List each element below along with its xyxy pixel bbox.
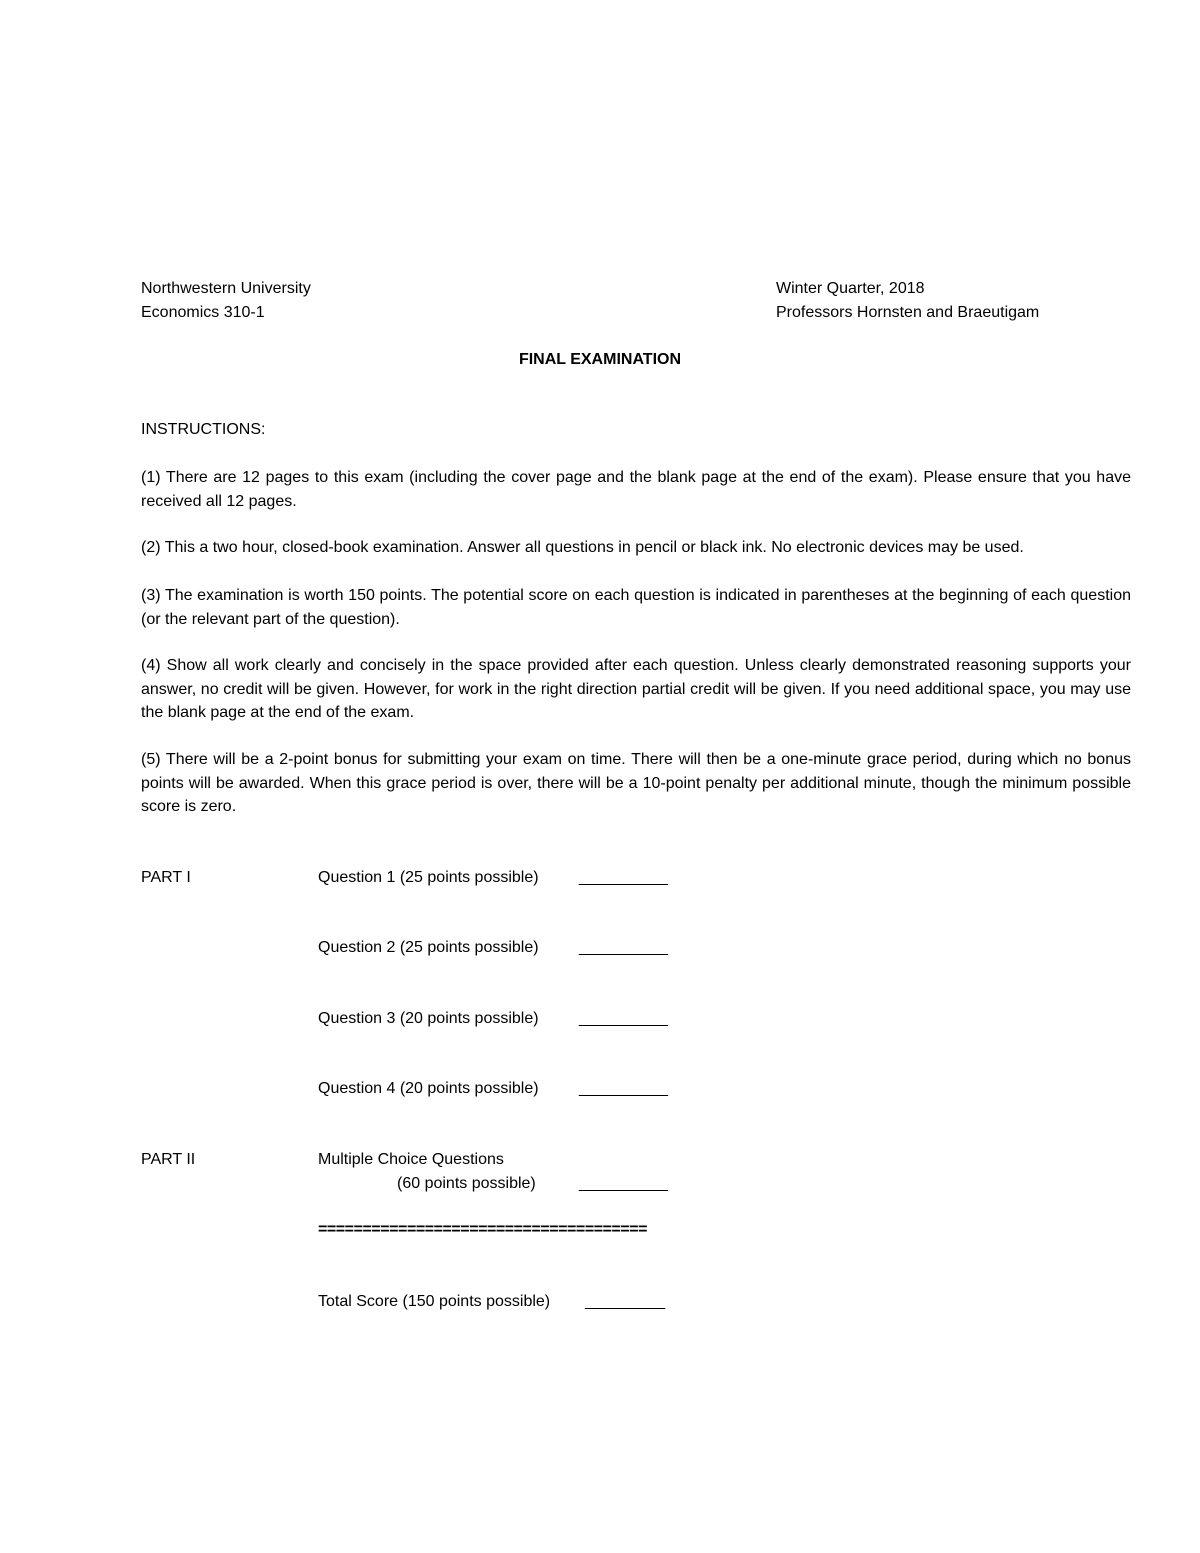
instruction-5: (5) There will be a 2-point bonus for submitting your exam on time. There will then be a one-minute grace period, during which no bonus points will be awarded. When this grace period is over, there will be a 10-point penalty per additional minute, though the minimum possible score is zero. [141,751,1131,815]
course-name: Economics 310-1 [141,304,265,321]
instruction-4: (4) Show all work clearly and concisely in the space provided after each question. Unless clearly demonstrated reasoning supports your answer, no credit will be given. However, for work in the right direction partial credit will be given. If you need additional space, you may use the blank page at the end of the exam. [141,657,1131,721]
question-1-label: Question 1 (25 points possible) [318,869,539,886]
multiple-choice-points: (60 points possible) [397,1175,536,1192]
question-2-score-blank: __________ [579,939,668,956]
question-3-score-blank: __________ [579,1010,668,1027]
multiple-choice-score-blank: __________ [579,1175,668,1192]
instruction-1: (1) There are 12 pages to this exam (including the cover page and the blank page at the end of the exam). Please ensure that you have received all 12 pages. [141,469,1131,510]
professors: Professors Hornsten and Braeutigam [776,304,1040,321]
question-3-label: Question 3 (20 points possible) [318,1010,539,1027]
separator-line: ===================================== [318,1221,648,1238]
question-4-score-blank: __________ [579,1080,668,1097]
instructions-heading: INSTRUCTIONS: [141,421,266,438]
question-2-label: Question 2 (25 points possible) [318,939,539,956]
total-score-label: Total Score (150 points possible) [318,1293,551,1310]
total-score-blank: _________ [585,1293,666,1310]
multiple-choice-label: Multiple Choice Questions [318,1151,504,1168]
instruction-3: (3) The examination is worth 150 points. The potential score on each question is indicated in parentheses at the beginning of each question (or the relevant part of the question). [141,587,1131,628]
exam-title: FINAL EXAMINATION [518,351,682,368]
question-1-score-blank: __________ [579,869,668,886]
instruction-2: (2) This a two hour, closed-book examination. Answer all questions in pencil or black ink. No electronic devices may be used. [141,539,1024,556]
part-1-label: PART I [141,869,191,886]
part-2-label: PART II [141,1151,196,1168]
question-4-label: Question 4 (20 points possible) [318,1080,539,1097]
university-name: Northwestern University [141,280,311,297]
quarter: Winter Quarter, 2018 [776,280,925,297]
